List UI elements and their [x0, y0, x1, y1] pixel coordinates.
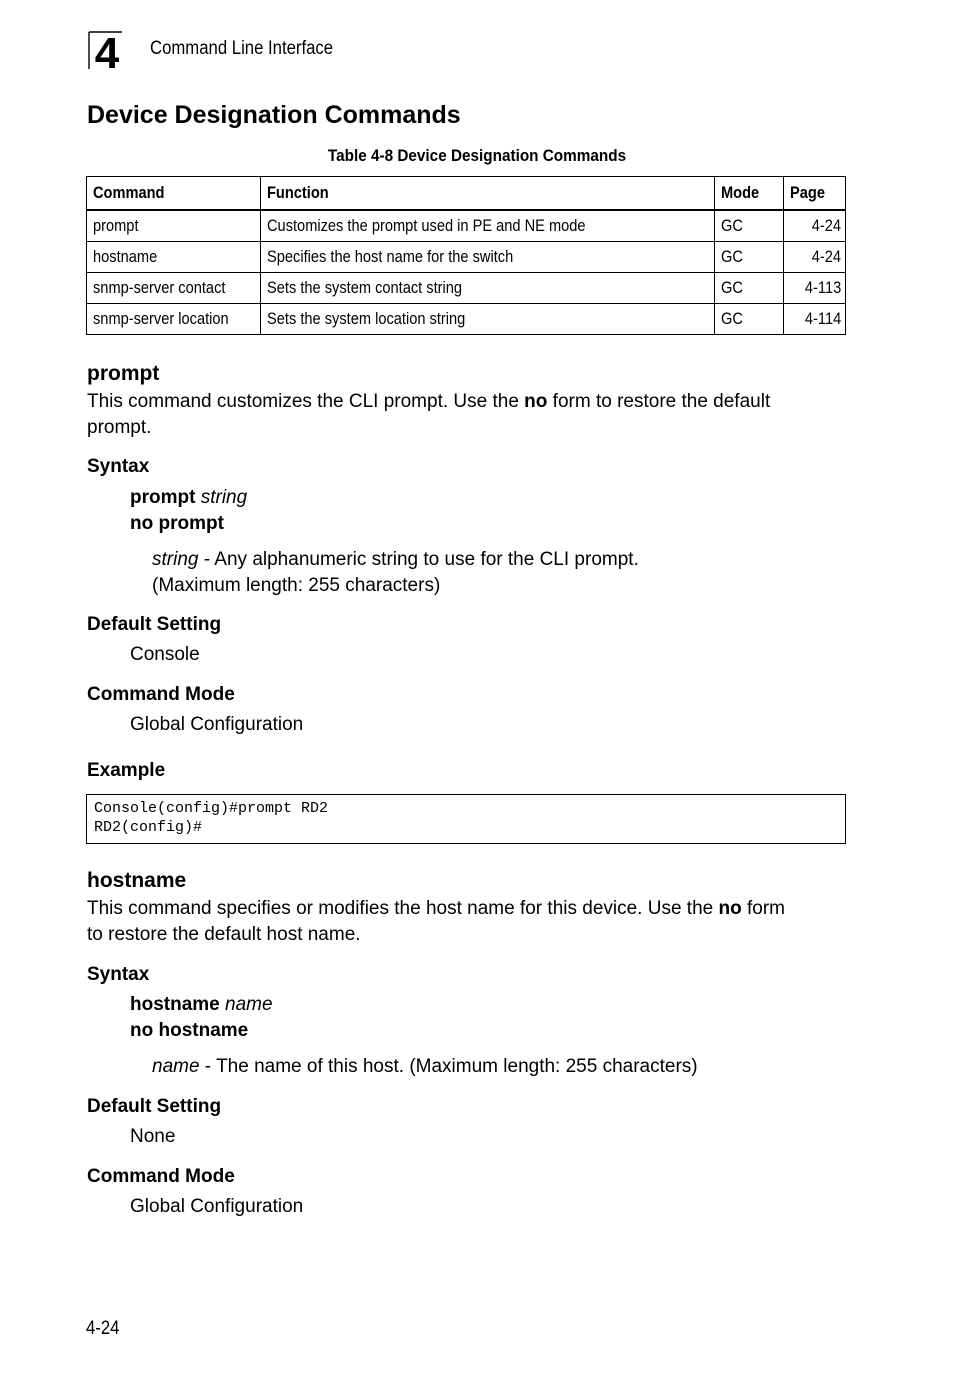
prompt-syntax: prompt string no prompt [130, 487, 248, 534]
code-line: RD2(config)# [94, 819, 203, 836]
prompt-default-value: Console [130, 644, 200, 665]
cell-page: 4-114 [784, 304, 846, 335]
table-row [87, 210, 846, 242]
table-row [87, 304, 846, 335]
prompt-parameter: string - Any alphanumeric string to use for the CLI prompt. (Maximum length: 255 characters) [152, 549, 639, 596]
cell-command: snmp-server contact [87, 273, 261, 304]
column-header-function: Function [260, 177, 714, 211]
cell-page: 4-24 [784, 210, 846, 242]
cell-page: 4-113 [784, 273, 846, 304]
prompt-default-heading: Default Setting [87, 614, 222, 635]
table-header-row [87, 177, 846, 211]
cell-mode: GC [715, 242, 784, 273]
hostname-syntax: hostname name no hostname [130, 994, 273, 1041]
hostname-mode-value: Global Configuration [130, 1196, 304, 1217]
hostname-syntax-heading: Syntax [87, 964, 150, 985]
example-heading: Example [87, 760, 166, 781]
cell-mode: GC [715, 210, 784, 242]
prompt-mode-value: Global Configuration [130, 714, 304, 735]
chapter-title: Command Line Interface [150, 38, 334, 59]
table-row [87, 273, 846, 304]
prompt-mode-heading: Command Mode [87, 684, 235, 705]
column-header-mode: Mode [715, 177, 784, 211]
cell-command: hostname [87, 242, 261, 273]
cell-page: 4-24 [784, 242, 846, 273]
commands-table [86, 176, 846, 335]
table-row [87, 242, 846, 273]
prompt-title: prompt [87, 362, 160, 385]
table-caption: Table 4-8 Device Designation Commands [327, 146, 627, 165]
cell-function: Specifies the host name for the switch [260, 242, 714, 273]
column-header-page: Page [784, 177, 846, 211]
prompt-syntax-heading: Syntax [87, 456, 150, 477]
hostname-title: hostname [87, 869, 187, 892]
code-line: Console(config)#prompt RD2 [94, 800, 329, 817]
cell-command: prompt [87, 210, 261, 242]
cell-command: snmp-server location [87, 304, 261, 335]
cell-mode: GC [715, 273, 784, 304]
section-title: Device Designation Commands [87, 101, 461, 129]
prompt-description: This command customizes the CLI prompt. Use the no form to restore the default prompt. [87, 391, 771, 438]
column-header-command: Command [87, 177, 261, 211]
cell-function: Customizes the prompt used in PE and NE mode [260, 210, 714, 242]
hostname-default-value: None [130, 1126, 176, 1147]
hostname-mode-heading: Command Mode [87, 1166, 235, 1187]
hostname-parameter: name - The name of this host. (Maximum length: 255 characters) [152, 1056, 698, 1077]
cell-function: Sets the system contact string [260, 273, 714, 304]
cell-function: Sets the system location string [260, 304, 714, 335]
example-code-box [86, 794, 846, 844]
chapter-number-mark [88, 31, 128, 71]
cell-mode: GC [715, 304, 784, 335]
page-number: 4-24 [86, 1318, 120, 1339]
hostname-default-heading: Default Setting [87, 1096, 222, 1117]
chapter-number: 4 [94, 31, 120, 71]
hostname-description: This command specifies or modifies the host name for this device. Use the no form to restore the default host name. [87, 898, 785, 945]
